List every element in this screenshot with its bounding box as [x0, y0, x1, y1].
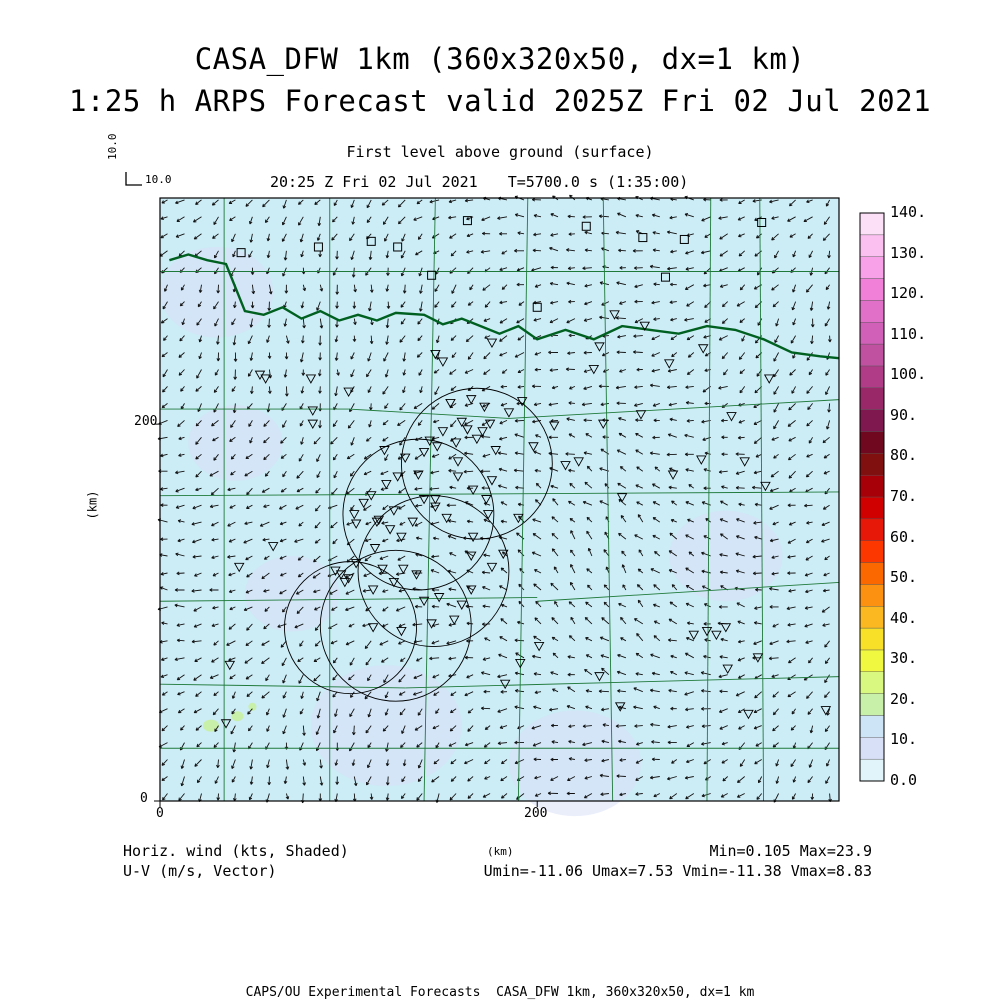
vector-reference-x-label: 10.0 [145, 173, 172, 186]
colorbar-swatch-1 [860, 737, 884, 759]
colorbar-swatch-11 [860, 519, 884, 541]
x-tick-0: 0 [156, 806, 164, 821]
shading-blob-green-1 [203, 720, 219, 732]
colorbar-swatch-0 [860, 759, 884, 781]
colorbar-swatch-21 [860, 300, 884, 322]
colorbar-swatch-4 [860, 672, 884, 694]
vector-reference-arrow-icon [126, 172, 142, 185]
forecast-step: T=5700.0 s (1:35:00) [507, 173, 689, 191]
colorbar-swatch-12 [860, 497, 884, 519]
colorbar-swatch-6 [860, 628, 884, 650]
colorbar-label-6: 60. [890, 527, 918, 546]
vector-reference-y-label: 10.0 [106, 133, 119, 160]
colorbar-swatch-20 [860, 322, 884, 344]
title-line-1: CASA_DFW 1km (360x320x50, dx=1 km) [194, 42, 806, 76]
shading-blob-0 [160, 247, 273, 338]
colorbar-swatch-13 [860, 475, 884, 497]
colorbar-label-1: 10. [890, 730, 918, 749]
colorbar [860, 213, 884, 781]
colorbar-swatch-24 [860, 235, 884, 257]
shading-blob-3 [509, 711, 641, 817]
uv-min-max-readout: Umin=-11.06 Umax=7.53 Vmin=-11.38 Vmax=8.83 [483, 862, 872, 880]
colorbar-label-3: 30. [890, 649, 918, 668]
y-axis-unit: (km) [85, 490, 100, 520]
shading-blob-green-3 [248, 703, 256, 711]
colorbar-label-10: 100. [890, 365, 927, 384]
colorbar-swatch-25 [860, 213, 884, 235]
colorbar-swatch-16 [860, 410, 884, 432]
shading-blob-5 [245, 556, 339, 631]
colorbar-label-13: 130. [890, 243, 927, 262]
colorbar-swatch-17 [860, 388, 884, 410]
colorbar-swatch-2 [860, 715, 884, 737]
colorbar-label-8: 80. [890, 446, 918, 465]
x-axis-unit: (km) [487, 845, 514, 858]
vector-variable-label: U-V (m/s, Vector) [123, 862, 277, 880]
colorbar-swatch-8 [860, 584, 884, 606]
colorbar-swatch-18 [860, 366, 884, 388]
colorbar-label-4: 40. [890, 608, 918, 627]
colorbar-swatch-15 [860, 431, 884, 453]
title-line-2: 1:25 h ARPS Forecast valid 2025Z Fri 02 Jul 2021 [68, 84, 932, 118]
subtitle-level: First level above ground (surface) [346, 143, 654, 161]
min-max-readout: Min=0.105 Max=23.9 [709, 842, 872, 860]
y-tick-200: 200 [134, 414, 158, 429]
colorbar-swatch-7 [860, 606, 884, 628]
colorbar-label-9: 90. [890, 405, 918, 424]
credit-line: CAPS/OU Experimental Forecasts CASA_DFW 1km, 360x320x50, dx=1 km [245, 985, 755, 1000]
shaded-variable-label: Horiz. wind (kts, Shaded) [123, 842, 349, 860]
colorbar-swatch-10 [860, 541, 884, 563]
colorbar-label-11: 110. [890, 324, 927, 343]
colorbar-label-14: 140. [890, 203, 927, 221]
colorbar-swatch-14 [860, 453, 884, 475]
colorbar-label-7: 70. [890, 487, 918, 505]
x-tick-200: 200 [524, 806, 548, 821]
colorbar-swatch-22 [860, 279, 884, 301]
colorbar-swatch-3 [860, 694, 884, 716]
valid-time: 20:25 Z Fri 02 Jul 2021 [270, 173, 478, 191]
colorbar-swatch-5 [860, 650, 884, 672]
colorbar-swatch-23 [860, 257, 884, 279]
colorbar-label-0: 0.0 [890, 771, 918, 789]
colorbar-swatch-19 [860, 344, 884, 366]
y-tick-0: 0 [140, 791, 148, 806]
colorbar-label-12: 120. [890, 284, 927, 303]
colorbar-label-5: 50. [890, 568, 918, 587]
shading-blob-1 [188, 405, 282, 480]
colorbar-label-2: 20. [890, 689, 918, 708]
colorbar-swatch-9 [860, 563, 884, 585]
